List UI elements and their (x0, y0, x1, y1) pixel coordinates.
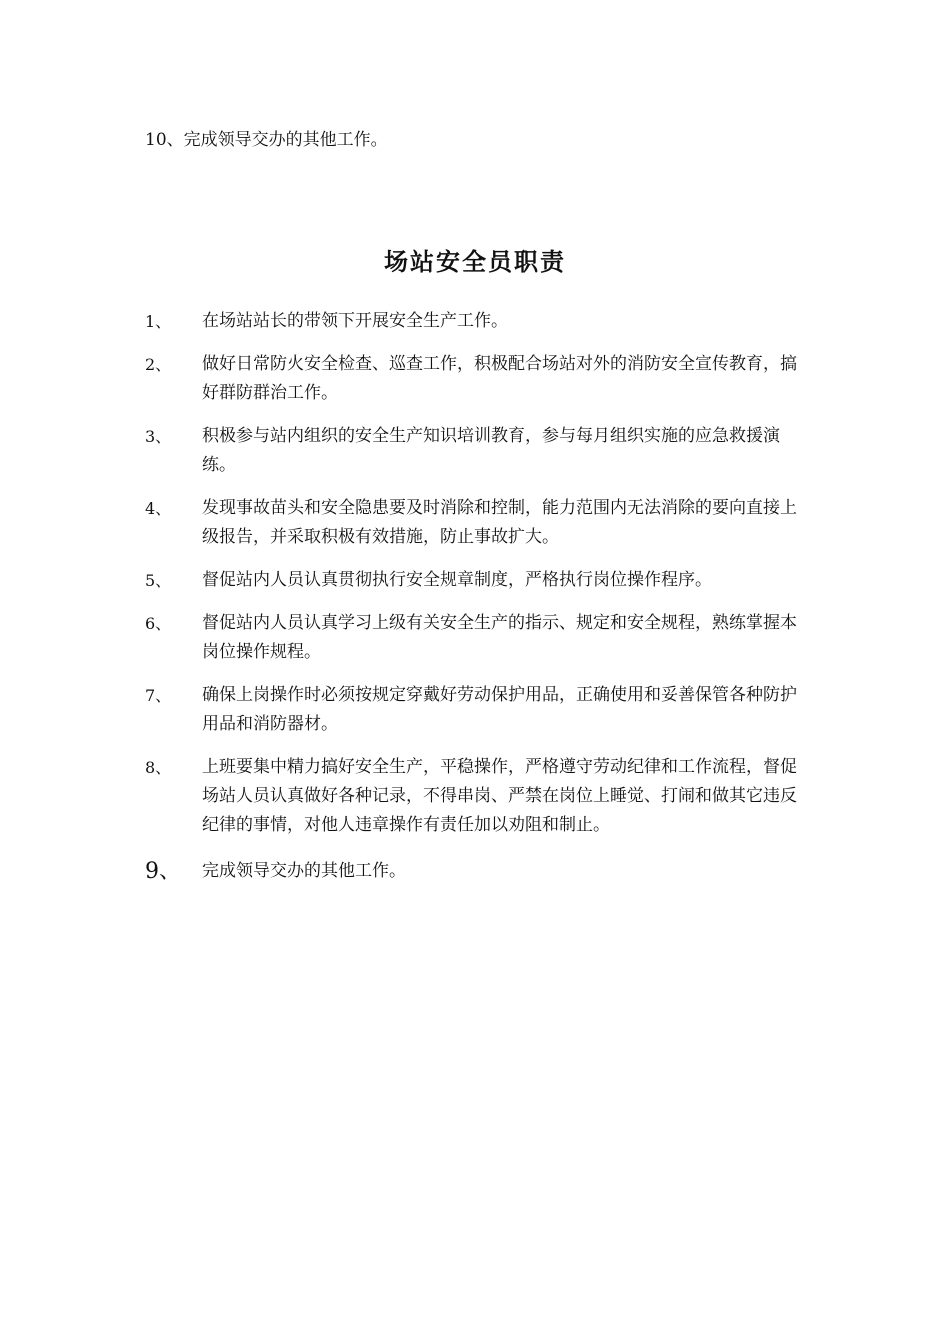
duty-item-text: 在场站站长的带领下开展安全生产工作。 (202, 311, 508, 331)
duty-item-2 (145, 350, 810, 408)
duty-item-number: 8、 (145, 758, 172, 777)
duty-item-9 (145, 857, 810, 886)
duty-item-3 (145, 422, 810, 480)
duty-list (145, 307, 810, 886)
duty-item-6 (145, 609, 810, 667)
duty-item-number: 2、 (145, 355, 172, 374)
duty-item-text: 上班要集中精力搞好安全生产，平稳操作，严格遵守劳动纪律和工作流程，督促场站人员认真做好各种记录，不得串岗、严禁在岗位上睡觉、打闹和做其它违反纪律的事情，对他人违章操作有责任加以劝阻和制止。 (202, 757, 797, 835)
section-title: 场站安全员职责 (384, 247, 566, 276)
duty-item-number: 5、 (145, 571, 172, 590)
duty-item-4 (145, 494, 810, 552)
duty-item-number: 6、 (145, 614, 172, 633)
duty-item-text: 督促站内人员认真学习上级有关安全生产的指示、规定和安全规程，熟练掌握本岗位操作规程。 (202, 613, 797, 662)
duty-item-number: 1、 (145, 312, 172, 331)
duty-item-8 (145, 753, 810, 840)
duty-item-text: 督促站内人员认真贯彻执行安全规章制度，严格执行岗位操作程序。 (202, 570, 712, 590)
duty-item-text: 确保上岗操作时必须按规定穿戴好劳动保护用品，正确使用和妥善保管各种防护用品和消防器材。 (202, 685, 797, 734)
duty-item-number: 9、 (145, 859, 181, 884)
duty-item-text: 做好日常防火安全检查、巡查工作，积极配合场站对外的消防安全宣传教育，搞好群防群治工作。 (202, 354, 797, 403)
duty-item-1 (145, 307, 810, 336)
duty-item-text: 完成领导交办的其他工作。 (202, 861, 406, 881)
duty-item-text: 积极参与站内组织的安全生产知识培训教育，参与每月组织实施的应急救援演练。 (202, 426, 780, 475)
duty-item-5 (145, 566, 810, 595)
duty-item-7 (145, 681, 810, 739)
duty-item-text: 发现事故苗头和安全隐患要及时消除和控制，能力范围内无法消除的要向直接上级报告，并采取积极有效措施，防止事故扩大。 (202, 498, 797, 547)
duty-item-number: 4、 (145, 499, 172, 518)
previous-section-last-item: 10、完成领导交办的其他工作。 (145, 130, 388, 150)
duty-item-number: 3、 (145, 427, 172, 446)
duty-item-number: 7、 (145, 686, 172, 705)
